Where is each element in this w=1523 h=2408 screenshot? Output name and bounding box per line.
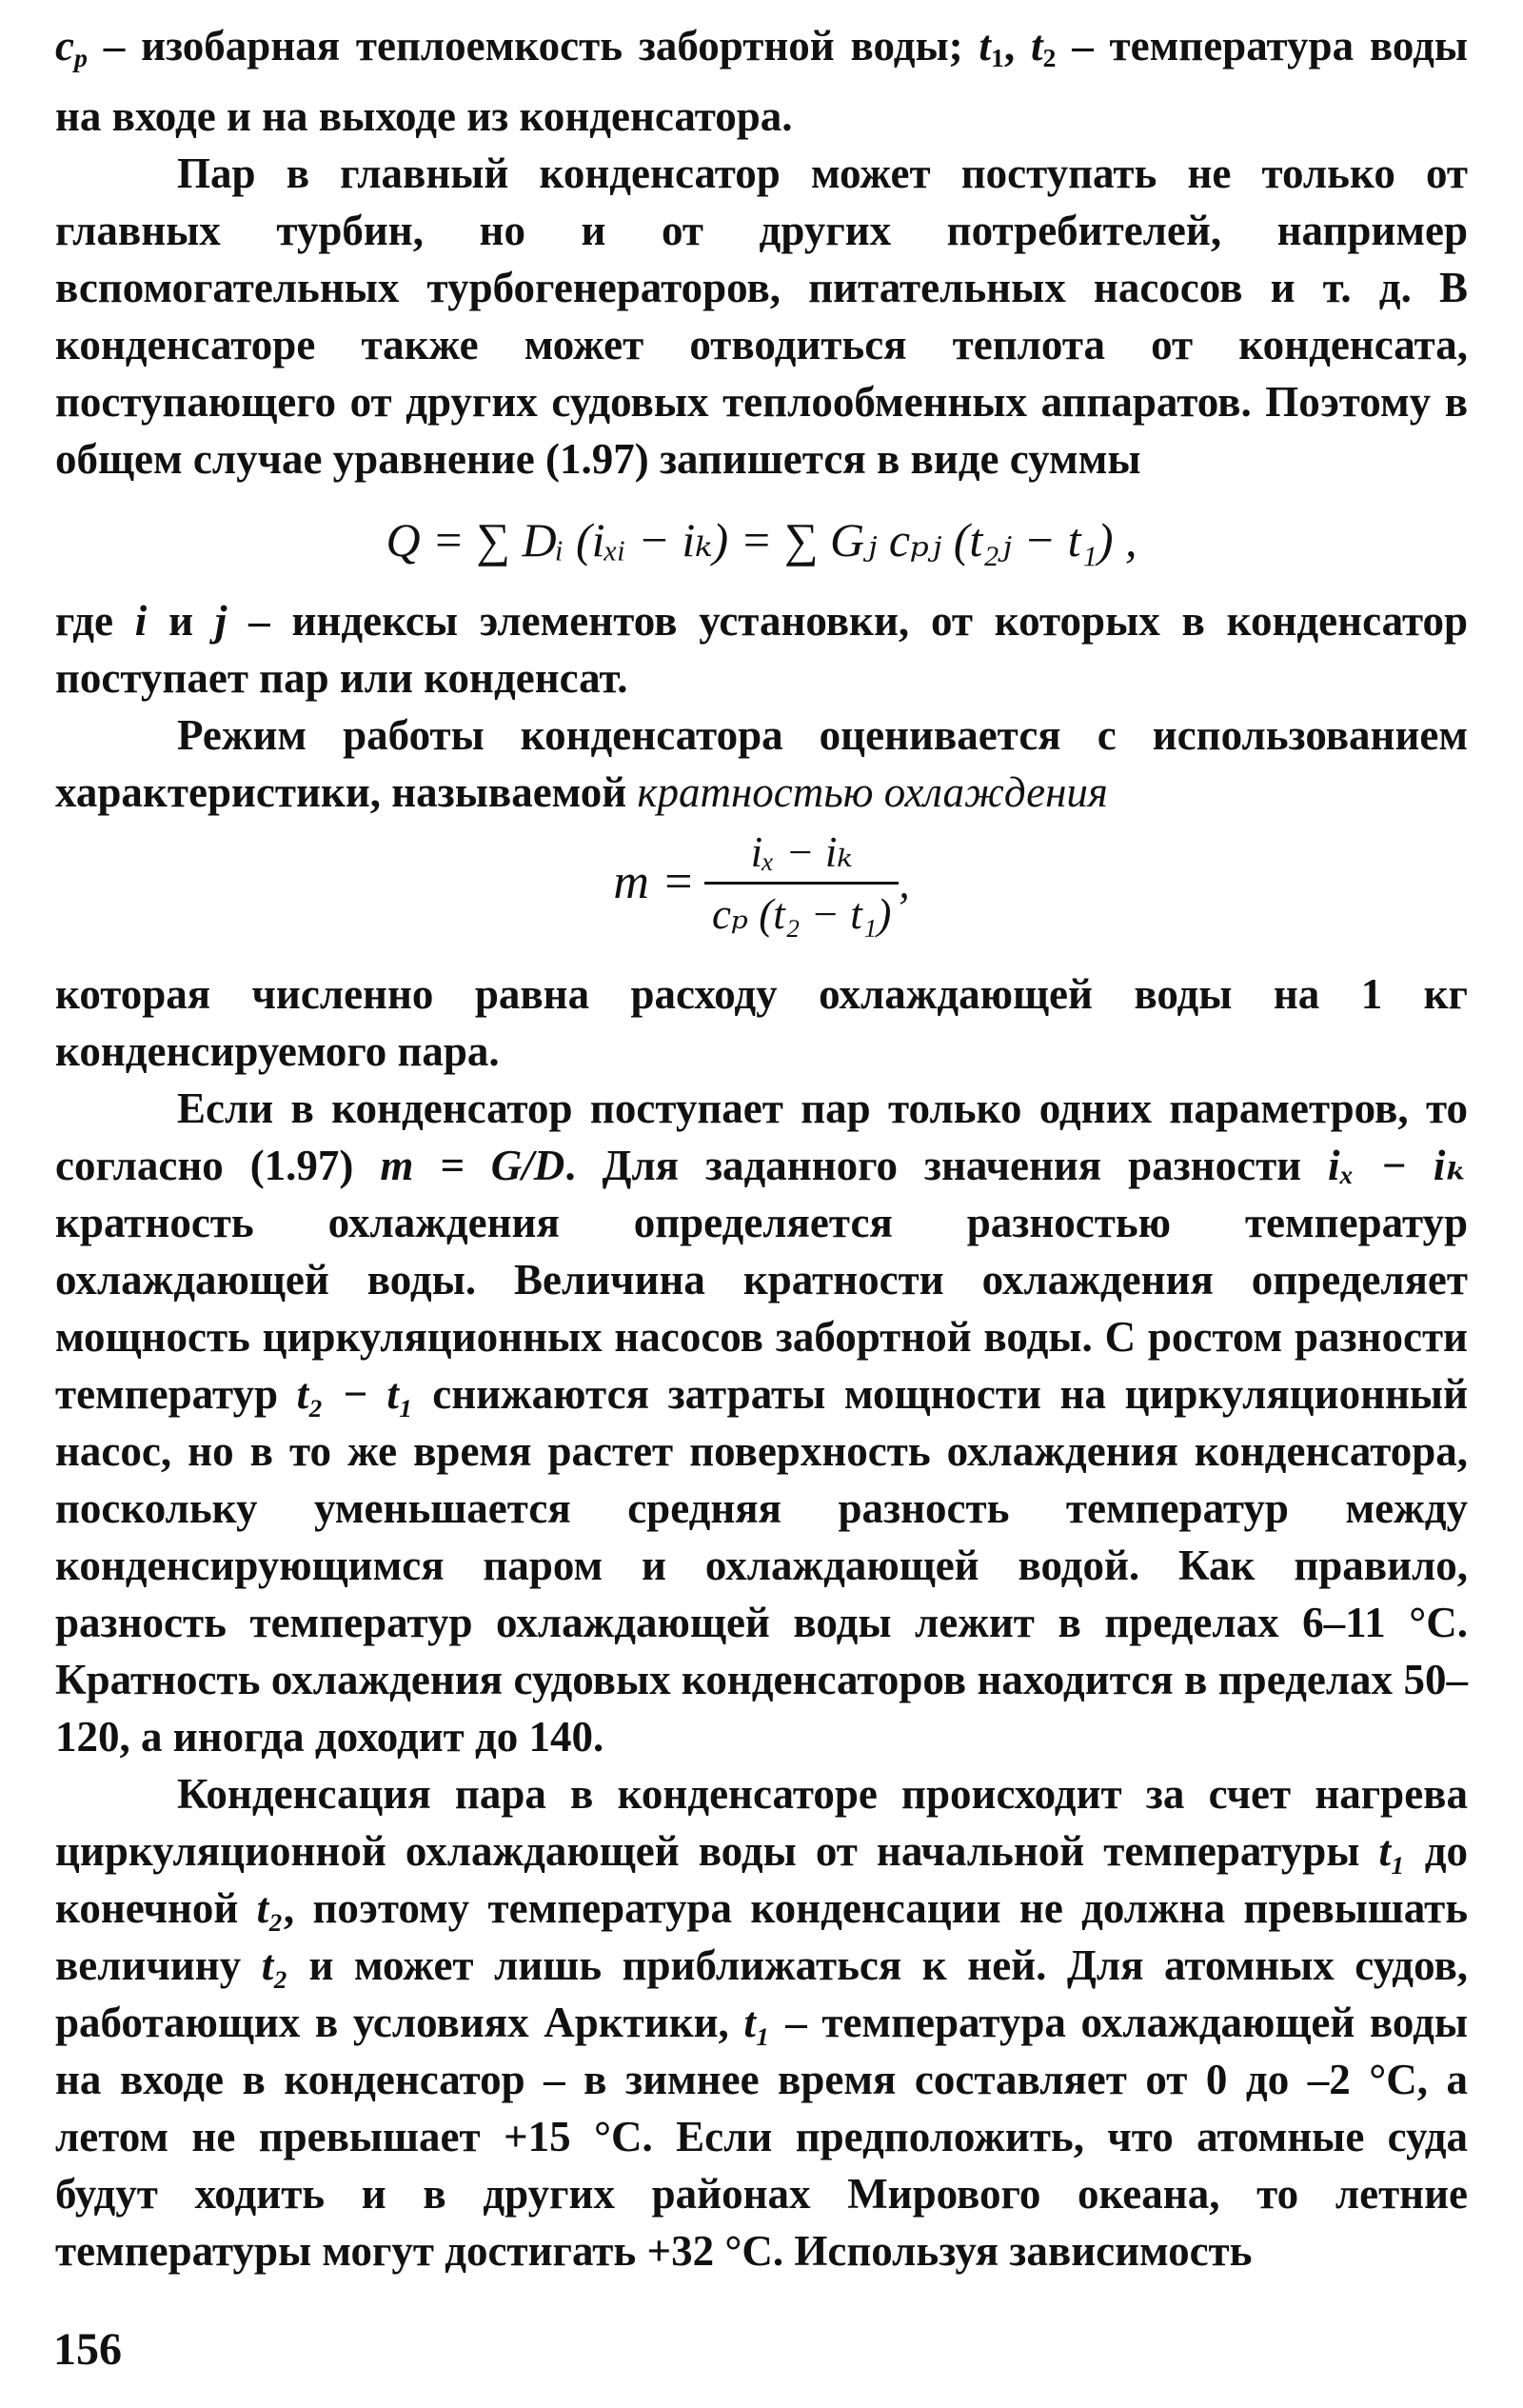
text: и может лишь приближаться к ней. Для атомных судов, работающих в условиях Арктики, (55, 1940, 1468, 2046)
symbol-t2: t₂ (256, 1883, 284, 1932)
paragraph-7 (55, 1765, 1468, 2279)
paragraph-3 (55, 592, 1468, 706)
fraction (704, 823, 899, 944)
expr-m-g-d: m = G/D (380, 1141, 565, 1189)
formula-tail: , (899, 859, 910, 907)
term-cooling-ratio: кратностью охлаждения (637, 767, 1108, 816)
symbol-t2: t₂ (261, 1940, 288, 1989)
symbol-i: i (134, 596, 148, 645)
paragraph-2: Пар в главный конденсатор может поступать не только от главных турбин, но и от других потребителей, например вспомогательных турбогенераторов, питательных насосов и т. д. В конденсаторе также может отводиться теплота от конденсата, поступающего от других судовых теплообменных аппаратов. Поэтому в общем случае уравнение (1.97) запишется в виде суммы (55, 149, 1468, 483)
page-number: 156 (53, 2324, 122, 2375)
symbol-t: t (1030, 22, 1043, 70)
text: до конечной (55, 1826, 1469, 1932)
paragraph-1 (55, 17, 1468, 145)
symbol-sub-1: 1 (990, 43, 1004, 73)
paragraph-6 (55, 1080, 1468, 1765)
paragraph-5: которая численно равна расходу охлаждающей воды на 1 кг конденсируемого пара. (55, 969, 1468, 1075)
text: Конденсация пара в конденсаторе происходит за счет нагрева циркуляционной охлаждающей воды от начальной температуры (55, 1769, 1468, 1875)
text: – индексы элементов установки, от которых в конденсатор поступает пар или конденсат. (55, 596, 1468, 702)
text: – изобарная теплоемкость забортной воды; (87, 22, 979, 70)
symbol-sub-2: 2 (1042, 43, 1057, 73)
fraction-denominator: cₚ (t₂ − t₁) (704, 882, 899, 944)
text: , поэтому температура конденсации не должна превышать величину (55, 1883, 1468, 1989)
text: и (147, 596, 215, 645)
formula-ratio (55, 823, 1468, 965)
symbol-j: j (214, 596, 227, 645)
formula-sum: Q = ∑ Dᵢ (iₓᵢ − iₖ) = ∑ Gⱼ cₚⱼ (t₂ⱼ − t₁) , (386, 512, 1137, 567)
symbol-c: c (55, 22, 74, 70)
text: – температура воды на входе и на выходе из конденсатора. (55, 22, 1468, 140)
expr-t2-t1: t₂ − t₁ (296, 1369, 414, 1418)
expr-ix-ik: iₓ − iₖ (1328, 1141, 1468, 1189)
text: кратность охлаждения определяется разностью температур охлаждающей воды. Величина кратности охлаждения определяет мощность циркуляционных насосов забортной воды. С ростом разности температур (55, 1198, 1468, 1418)
symbol-sub-p: p (73, 43, 88, 73)
symbol-t1: t₁ (743, 1998, 771, 2046)
formula-lhs: m = (613, 855, 696, 910)
paragraph-4 (55, 706, 1468, 821)
symbol-t1: t₁ (1378, 1826, 1406, 1875)
text: – температура охлаждающей воды на входе в конденсатор – в зимнее время составляет от 0 до –2 °С, а летом не превышает +15 °С. Если предположить, что атомные суда будут ходить и в других районах Мирового океана, то летние температуры могут достигать +32 °С. Используя зависимость (55, 1998, 1468, 2275)
text: Режим работы конденсатора оценивается с использованием характеристики, называемой (55, 710, 1468, 816)
symbol-t: t (979, 22, 991, 70)
text: снижаются затраты мощности на циркуляционный насос, но в то же время растет поверхность охлаждения конденсатора, поскольку уменьшается средняя разность температур между конденсирующимся паром и охлаждающей водой. Как правило, разность температур охлаждающей воды лежит в пределах 6–11 °С. Кратность охлаждения судовых конденсаторов находится в пределах 50–120, а иногда доходит до 140. (55, 1369, 1468, 1761)
text: , (1003, 22, 1031, 70)
text: . Для заданного значения разности (564, 1141, 1329, 1189)
text: где (55, 596, 135, 645)
text: Если в конденсатор поступает пар только одних параметров, то согласно (1.97) (55, 1084, 1468, 1189)
fraction-numerator: iₓ − iₖ (750, 827, 853, 876)
